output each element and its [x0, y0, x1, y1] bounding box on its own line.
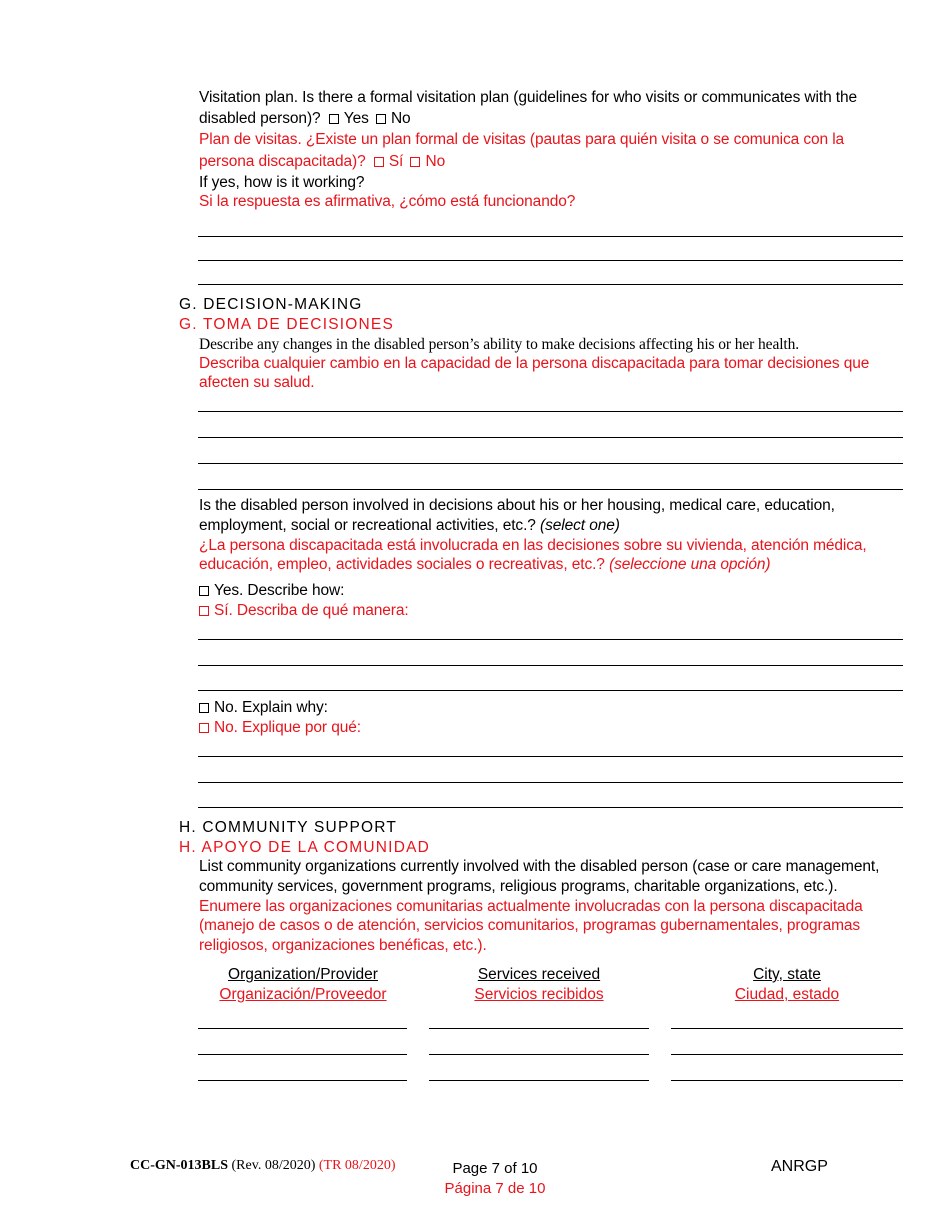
involved-question-en-2-text: employment, social or recreational activities, etc.?: [199, 517, 536, 534]
section-h-heading-en: H. COMMUNITY SUPPORT: [179, 819, 398, 836]
select-one-es: (seleccione una opción): [609, 556, 771, 573]
involved-no-checkbox-en[interactable]: [199, 703, 209, 713]
section-g-heading-en: G. DECISION-MAKING: [179, 296, 363, 313]
organization-line-2[interactable]: [198, 1054, 407, 1055]
visitation-followup-es: Si la respuesta es afirmativa, ¿cómo está funcionando?: [199, 193, 576, 210]
visitation-question-es-2: [199, 152, 445, 172]
involved-question-es-1: ¿La persona discapacitada está involucrada en las decisiones sobre su vivienda, atención médica,: [199, 537, 867, 554]
column-header-city-es: Ciudad, estado: [734, 986, 840, 1003]
involved-yes-line-3[interactable]: [198, 690, 903, 691]
form-translation-revision: (TR 08/2020): [318, 1158, 396, 1173]
page-number-en: Page 7 of 10: [452, 1160, 538, 1177]
visitation-no-checkbox-en[interactable]: [376, 114, 386, 124]
visitation-answer-line-2[interactable]: [198, 260, 903, 261]
visitation-followup-en: If yes, how is it working?: [199, 174, 365, 191]
visitation-yes-label-es: Sí: [388, 153, 404, 170]
column-header-services-es: Servicios recibidos: [474, 986, 604, 1003]
decision-answer-line-2[interactable]: [198, 437, 903, 438]
decision-answer-line-3[interactable]: [198, 463, 903, 464]
footer-code: ANRGP: [771, 1158, 828, 1175]
involved-no-line-3[interactable]: [198, 807, 903, 808]
involved-yes-option-es: [199, 601, 409, 621]
section-h-heading-es: H. APOYO DE LA COMUNIDAD: [179, 839, 431, 856]
form-id: CC-GN-013BLS: [130, 1158, 229, 1173]
involved-no-checkbox-es[interactable]: [199, 723, 209, 733]
involved-no-option-en: [199, 698, 328, 718]
decision-answer-line-4[interactable]: [198, 489, 903, 490]
involved-no-option-es: [199, 718, 361, 738]
visitation-no-label-es: No: [425, 153, 446, 170]
column-header-organization-es: Organización/Proveedor: [219, 986, 387, 1003]
city-line-3[interactable]: [671, 1080, 903, 1081]
decision-describe-en: Describe any changes in the disabled person’s ability to make decisions affecting his or her health.: [199, 336, 800, 353]
involved-no-line-2[interactable]: [198, 782, 903, 783]
city-line-2[interactable]: [671, 1054, 903, 1055]
involved-no-label-en: No. Explain why:: [214, 699, 328, 716]
involved-question-en-1: Is the disabled person involved in decisions about his or her housing, medical care, education,: [199, 497, 835, 514]
visitation-question-en-2-text: disabled person)?: [199, 110, 321, 127]
visitation-no-label-en: No: [390, 110, 411, 127]
involved-question-es-2: [199, 555, 770, 575]
services-line-2[interactable]: [429, 1054, 649, 1055]
city-line-1[interactable]: [671, 1028, 903, 1029]
organization-line-3[interactable]: [198, 1080, 407, 1081]
footer-form-id: [130, 1156, 395, 1176]
involved-yes-checkbox-en[interactable]: [199, 586, 209, 596]
form-revision: (Rev. 08/2020): [231, 1158, 316, 1173]
involved-yes-line-2[interactable]: [198, 665, 903, 666]
visitation-question-en-1: Visitation plan. Is there a formal visitation plan (guidelines for who visits or communicates with the: [199, 89, 858, 106]
visitation-question-en-2: [199, 109, 411, 129]
services-line-1[interactable]: [429, 1028, 649, 1029]
involved-no-label-es: No. Explique por qué:: [214, 719, 361, 736]
community-list-en-1: List community organizations currently involved with the disabled person (case or care management,: [199, 858, 880, 875]
visitation-no-checkbox-es[interactable]: [410, 157, 420, 167]
involved-yes-label-es: Sí. Describa de qué manera:: [214, 602, 409, 619]
visitation-answer-line-1[interactable]: [198, 236, 903, 237]
page-number-es: Página 7 de 10: [444, 1180, 546, 1197]
visitation-question-es-2-text: persona discapacitada)?: [199, 153, 366, 170]
decision-describe-es-2: afecten su salud.: [199, 374, 315, 391]
community-list-es-2: (manejo de casos o de atención, servicios comunitarios, programas gubernamentales, programas: [199, 917, 861, 934]
community-list-es-1: Enumere las organizaciones comunitarias actualmente involucradas con la persona discapacitada: [199, 898, 863, 915]
involved-yes-line-1[interactable]: [198, 639, 903, 640]
involved-no-line-1[interactable]: [198, 756, 903, 757]
involved-yes-option-en: [199, 581, 344, 601]
section-g-heading-es: G. TOMA DE DECISIONES: [179, 316, 394, 333]
column-header-city-en: City, state: [753, 966, 821, 983]
column-header-services-en: Services received: [477, 966, 601, 983]
visitation-yes-label-en: Yes: [343, 110, 369, 127]
organization-line-1[interactable]: [198, 1028, 407, 1029]
involved-question-es-2-text: educación, empleo, actividades sociales o recreativas, etc.?: [199, 556, 605, 573]
decision-describe-es-1: Describa cualquier cambio en la capacidad de la persona discapacitada para tomar decisiones que: [199, 355, 870, 372]
community-list-en-2: community services, government programs, religious programs, charitable organizations, etc.).: [199, 878, 838, 895]
decision-answer-line-1[interactable]: [198, 411, 903, 412]
visitation-question-es-1: Plan de visitas. ¿Existe un plan formal de visitas (pautas para quién visita o se comunica con la: [199, 131, 845, 148]
involved-yes-label-en: Yes. Describe how:: [214, 582, 345, 599]
select-one-en: (select one): [540, 517, 620, 534]
visitation-yes-checkbox-es[interactable]: [374, 157, 384, 167]
involved-question-en-2: [199, 516, 620, 536]
visitation-yes-checkbox-en[interactable]: [329, 114, 339, 124]
column-header-organization-en: Organization/Provider: [228, 966, 378, 983]
services-line-3[interactable]: [429, 1080, 649, 1081]
involved-yes-checkbox-es[interactable]: [199, 606, 209, 616]
visitation-answer-line-3[interactable]: [198, 284, 903, 285]
community-list-es-3: religiosos, organizaciones benéficas, etc.).: [199, 937, 487, 954]
